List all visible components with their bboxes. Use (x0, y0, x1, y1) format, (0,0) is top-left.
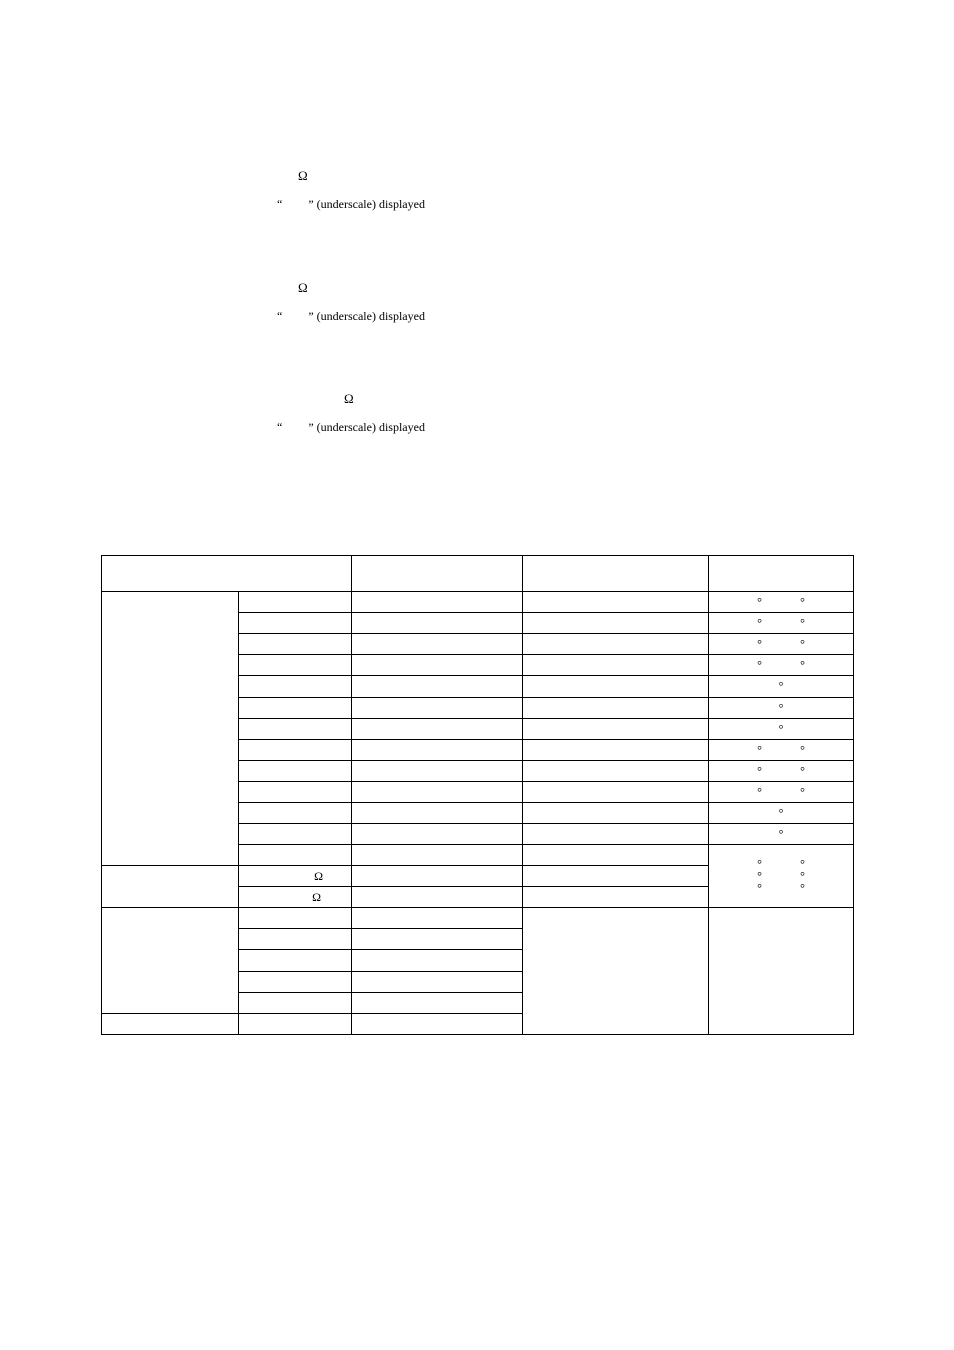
degree-symbol: ° (800, 595, 805, 610)
degree-cell (709, 824, 854, 845)
table-cell (352, 866, 523, 887)
table-cell (523, 592, 709, 613)
degree-cell (709, 655, 854, 676)
table-cell (239, 824, 352, 845)
header-cell (102, 556, 352, 592)
degree-cell (709, 697, 854, 718)
table-cell (352, 592, 523, 613)
header-cell (709, 556, 854, 592)
table-cell (523, 655, 709, 676)
group-cell-2 (102, 866, 239, 908)
table-cell (523, 866, 709, 887)
degree-symbol: ° (800, 869, 805, 884)
degree-symbol: ° (757, 637, 762, 652)
degree-cell (709, 676, 854, 697)
degree-symbol: ° (757, 742, 762, 757)
table-header-row (102, 556, 854, 592)
ohm-cell (239, 866, 352, 887)
degree-symbol: ° (757, 616, 762, 631)
open-quote: “ (277, 309, 283, 323)
table-cell (352, 992, 523, 1013)
table-cell (352, 676, 523, 697)
table-cell (239, 592, 352, 613)
table-cell (352, 613, 523, 634)
open-quote: “ (277, 420, 283, 434)
table-cell (352, 908, 523, 929)
table-cell (352, 697, 523, 718)
table-cell (523, 824, 709, 845)
table-cell (239, 760, 352, 781)
table-cell (523, 760, 709, 781)
table-cell (239, 697, 352, 718)
degree-symbol: ° (757, 658, 762, 673)
specification-table (101, 555, 854, 1035)
table-row (102, 592, 854, 613)
degree-cell (709, 802, 854, 823)
note-3-omega: Ω (344, 391, 354, 406)
underscale-text: ” (underscale) displayed (308, 420, 425, 434)
table-cell (352, 634, 523, 655)
note-2-omega: Ω (298, 280, 308, 295)
merged-cell (709, 908, 854, 1035)
header-cell (523, 556, 709, 592)
table-cell (239, 634, 352, 655)
degree-symbol: ° (800, 784, 805, 799)
table-cell (352, 718, 523, 739)
ohm-symbol: Ω (312, 890, 321, 905)
table-cell (239, 676, 352, 697)
degree-symbol: ° (778, 721, 784, 736)
degree-symbol: ° (757, 857, 762, 872)
degree-symbol: ° (800, 616, 805, 631)
table-cell (239, 802, 352, 823)
degree-symbol: ° (757, 595, 762, 610)
table-cell (523, 718, 709, 739)
degree-symbol: ° (757, 881, 762, 896)
degree-cell-merged (709, 845, 854, 908)
table-cell (352, 1013, 523, 1034)
underscale-text: ” (underscale) displayed (308, 197, 425, 211)
table-cell (352, 781, 523, 802)
table-cell (523, 613, 709, 634)
table-cell (352, 760, 523, 781)
table-cell (239, 718, 352, 739)
degree-symbol: ° (800, 658, 805, 673)
degree-symbol: ° (800, 763, 805, 778)
table-cell (523, 802, 709, 823)
table-cell (239, 845, 352, 866)
table-cell (352, 950, 523, 971)
table-cell (523, 845, 709, 866)
degree-symbol: ° (778, 700, 784, 715)
table-cell (523, 697, 709, 718)
degree-symbol: ° (800, 857, 805, 872)
table-cell (523, 781, 709, 802)
table-cell (523, 887, 709, 908)
merged-cell (523, 908, 709, 1035)
degree-cell (709, 760, 854, 781)
degree-cell (709, 739, 854, 760)
degree-symbol: ° (778, 805, 784, 820)
header-cell (352, 556, 523, 592)
table-cell (239, 739, 352, 760)
table-cell (239, 908, 352, 929)
table-cell (239, 1013, 352, 1034)
table-cell (352, 845, 523, 866)
degree-symbol: ° (757, 784, 762, 799)
table-cell (239, 613, 352, 634)
degree-cell (709, 781, 854, 802)
table-cell (239, 950, 352, 971)
note-1-omega: Ω (298, 168, 308, 183)
note-2-line (277, 309, 425, 323)
table-cell (352, 655, 523, 676)
table-cell (239, 992, 352, 1013)
table-cell (523, 676, 709, 697)
degree-symbol: ° (800, 637, 805, 652)
table-cell (523, 739, 709, 760)
table-cell (102, 1013, 239, 1034)
table-cell (352, 971, 523, 992)
ohm-symbol: Ω (314, 869, 323, 884)
degree-symbol: ° (800, 881, 805, 896)
table-cell (239, 781, 352, 802)
degree-symbol: ° (778, 827, 784, 842)
ohm-cell (239, 887, 352, 908)
note-3-line (277, 420, 425, 434)
table-cell (352, 739, 523, 760)
table-cell (239, 929, 352, 950)
group-cell-3 (102, 908, 239, 1013)
note-1-line (277, 197, 425, 211)
group-cell-1 (102, 592, 239, 866)
table-row (102, 908, 854, 929)
table-cell (352, 824, 523, 845)
table-cell (352, 929, 523, 950)
table-cell (523, 634, 709, 655)
degree-symbol: ° (757, 869, 762, 884)
underscale-text: ” (underscale) displayed (308, 309, 425, 323)
table-cell (352, 887, 523, 908)
degree-symbol: ° (757, 763, 762, 778)
degree-symbol: ° (778, 679, 784, 694)
table-cell (239, 971, 352, 992)
table-cell (352, 802, 523, 823)
open-quote: “ (277, 197, 283, 211)
degree-cell (709, 592, 854, 613)
degree-symbol: ° (800, 742, 805, 757)
degree-cell (709, 634, 854, 655)
degree-cell (709, 718, 854, 739)
degree-cell (709, 613, 854, 634)
table-cell (239, 655, 352, 676)
